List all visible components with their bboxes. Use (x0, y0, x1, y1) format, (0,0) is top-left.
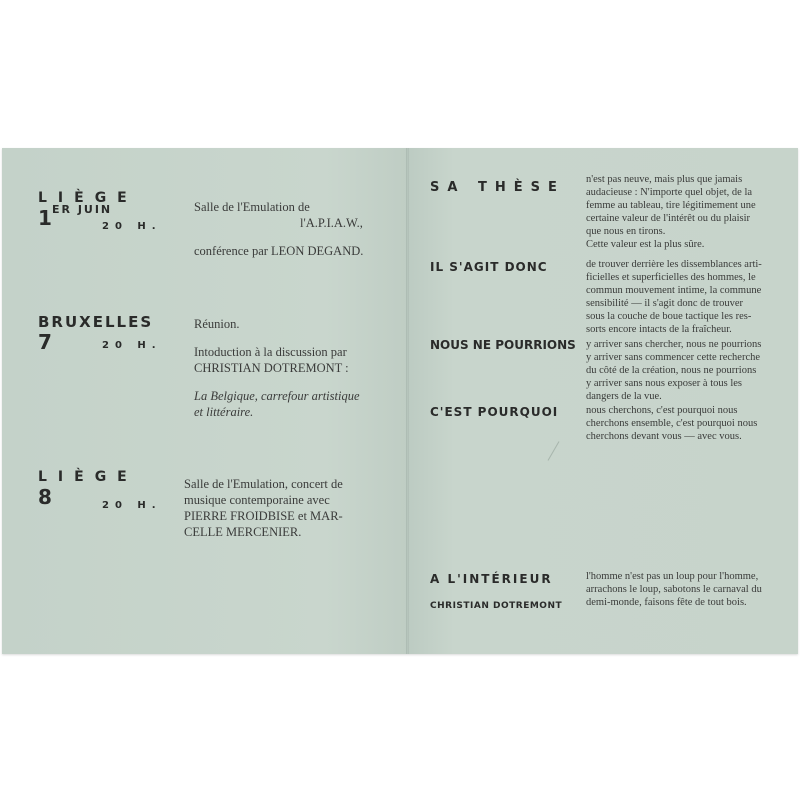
section-text-line: femme au tableau, tire légitimement une (586, 200, 756, 211)
section-title: IL S'AGIT DONC (430, 260, 548, 274)
entry-detail: Réunion. (194, 317, 240, 331)
section-text-line: commun mouvement intime, la commune (586, 285, 762, 296)
entry-date-suffix: ER JUIN (52, 203, 113, 216)
entry-city: LIÈGE (38, 469, 138, 485)
section-text-line: sorts encore intacts de la fraîcheur. (586, 324, 732, 335)
section-text-line: ficielles et superficielles des hommes, le (586, 272, 756, 283)
entry-venue-line: l'A.P.I.A.W., (300, 216, 363, 230)
entry-detail: musique contemporaine avec (184, 493, 330, 507)
section-text-line: sous la couche de boue tactique les res- (586, 311, 752, 322)
entry-topic: La Belgique, carrefour artistique (194, 389, 360, 403)
section-text-line: y arriver sans commencer cette recherche (586, 352, 761, 363)
section-text-line: de trouver derrière les dissemblances arti- (586, 259, 762, 270)
section-text-line: y arriver sans chercher, nous ne pourrions (586, 339, 762, 350)
section-title: SA THÈSE (430, 180, 565, 195)
section-text-line: audacieuse : N'importe quel objet, de la (586, 187, 753, 198)
section-text-line: cherchons devant vous — avec vous. (586, 431, 742, 442)
entry-city: BRUXELLES (38, 313, 154, 331)
section-text-line: cherchons ensemble, c'est pourquoi nous (586, 418, 758, 429)
entry-date-number: 7 (38, 330, 52, 354)
entry-date-number: 8 (38, 485, 52, 509)
entry-hour: 20 H. (102, 221, 162, 232)
section-text-line: que nous en tirons. (586, 226, 666, 237)
section-title: NOUS NE POURRIONS (430, 338, 576, 352)
section-text-line: du côté de la création, nous ne pourrions (586, 365, 757, 376)
section-text-line: l'homme n'est pas un loup pour l'homme, (586, 571, 759, 582)
section-text-line: Cette valeur est la plus sûre. (586, 239, 705, 250)
entry-detail: CELLE MERCENIER. (184, 525, 302, 539)
entry-city: LIÈGE (38, 190, 138, 206)
section-title: A L'INTÉRIEUR (430, 572, 553, 586)
section-author: CHRISTIAN DOTREMONT (430, 601, 563, 611)
section-text-line: y arriver sans nous exposer à tous les (586, 378, 743, 389)
entry-detail: Intoduction à la discussion par (194, 345, 347, 359)
entry-detail: CHRISTIAN DOTREMONT : (194, 361, 349, 375)
section-text-line: dangers de la vue. (586, 391, 662, 402)
entry-detail: conférence par LEON DEGAND. (194, 244, 364, 258)
section-text-line: demi-monde, faisons fête de tout bois. (586, 597, 747, 608)
section-text-line: nous cherchons, c'est pourquoi nous (586, 405, 738, 416)
section-text-line: certaine valeur de l'intérêt ou du plaisir (586, 213, 750, 224)
section-text-line: n'est pas neuve, mais plus que jamais (586, 174, 743, 185)
entry-detail: Salle de l'Emulation, concert de (184, 477, 343, 491)
section-text-line: arrachons le loup, sabotons le carnaval du (586, 584, 762, 595)
entry-hour: 20 H. (102, 340, 162, 351)
booklet-spine (406, 148, 409, 654)
entry-detail: PIERRE FROIDBISE et MAR- (184, 509, 343, 523)
entry-hour: 20 H. (102, 500, 162, 511)
section-title: C'EST POURQUOI (430, 405, 559, 419)
entry-venue-line: Salle de l'Emulation de (194, 200, 310, 214)
section-text-line: sensibilité — il s'agit donc de trouver (586, 298, 744, 309)
entry-date-number: 1 (38, 206, 52, 230)
entry-topic: et littéraire. (194, 405, 254, 419)
